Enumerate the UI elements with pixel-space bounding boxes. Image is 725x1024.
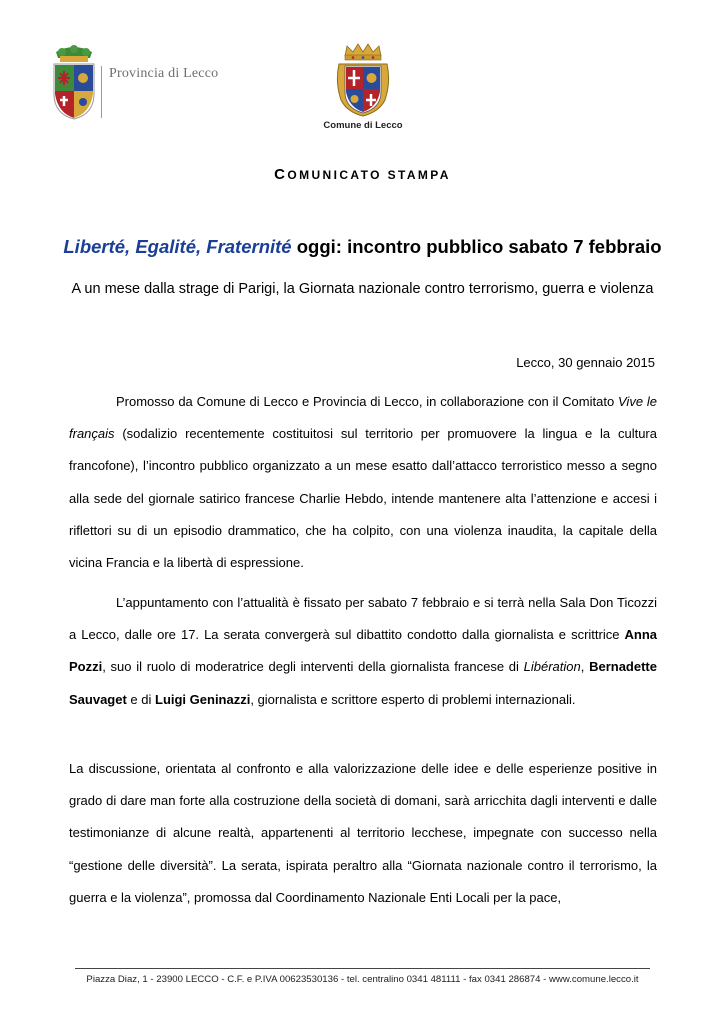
logo-divider (101, 66, 102, 118)
provincia-logo (50, 44, 230, 120)
paragraph-1-italic: Vive le français (69, 394, 657, 442)
paragraph-2 (69, 587, 657, 716)
footer-divider (75, 968, 650, 969)
provincia-name: Provincia di Lecco (109, 66, 219, 81)
paragraph-2-liberation: Libération (523, 659, 581, 675)
paragraph-2-text-c: , suo il ruolo di moderatrice degli interventi della giornalista francese di (102, 659, 524, 675)
document-type-rest: OMUNICATO STAMPA (287, 168, 451, 182)
document-type-label (0, 166, 725, 183)
headline-motto: Liberté, Egalité, Fraternité (63, 236, 292, 257)
paragraph-3: La discussione, orientata al confronto e alla valorizzazione delle idee e delle esperienze positive in grado di dare man forte alla costruzione della società di domani, sarà arricchita dagli interventi e dalle testimonianze di alcune realtà, appartenenti al territorio lecchese, impegnate con successo nella “gestione delle diversità”. La serata, ispirata peraltro alla “Giornata nazionale contro il terrorismo, la guerra e la violenza”, promossa dal Coordinamento Nazionale Enti Locali per la pace, (69, 761, 657, 905)
paragraph-2-text-e: , (580, 659, 590, 675)
comune-logo (315, 42, 411, 134)
document-type-initial: C (274, 166, 288, 183)
paragraph-1 (69, 386, 657, 579)
provincia-crest-icon (50, 44, 98, 120)
paragraph-2-name-pozzi: Anna Pozzi (69, 627, 657, 675)
paragraph-2-text-a: L’appuntamento con l’attualità è fissato per sabato 7 febbraio e si terrà nella Sala Don Ticozzi a Lecco, dalle ore 17. La serata convergerà sul dibattito condotto dalla giornalista e scrittrice (69, 595, 657, 643)
paragraph-1-text-a: Promosso da Comune di Lecco e Provincia di Lecco, in collaborazione con il Comitato (116, 394, 618, 409)
footer-contacts: Piazza Diaz, 1 - 23900 LECCO - C.F. e P.IVA 00623530136 - tel. centralino 0341 481111 - fax 0341 286874 - www.comune.lecco.it (86, 974, 639, 985)
comune-crest-icon (333, 42, 393, 118)
paragraph-2-text-g: e di (126, 691, 155, 707)
paragraph-2-name-sauvaget: Bernadette Sauvaget (69, 659, 657, 707)
subtitle: A un mese dalla strage di Parigi, la Giornata nazionale contro terrorismo, guerra e violenza (71, 281, 654, 297)
headline-text: oggi: incontro pubblico sabato 7 febbraio (291, 236, 662, 257)
paragraph-1-text-c: (sodalizio recentemente costituitosi sul territorio per promuovere la lingua e la cultura francofone), l’incontro pubblico organizzato a un mese esatto dall’attacco terroristico messo a segno alla sede del giornale satirico francese Charlie Hebdo, intende mantenere alta l’attenzione e accesi i riflettori su di un episodio drammatico, che ha colpito, con una violenza inaudita, la capitale della vicina Francia e la libertà di espressione. (69, 426, 657, 571)
paragraph-2-text-i: , giornalista e scrittore esperto di problemi internazionali. (250, 691, 576, 707)
paragraph-2-name-geninazzi: Luigi Geninazzi (155, 691, 251, 707)
comune-name: Comune di Lecco (323, 120, 403, 131)
headline (0, 236, 725, 258)
dateline: Lecco, 30 gennaio 2015 (516, 355, 655, 370)
